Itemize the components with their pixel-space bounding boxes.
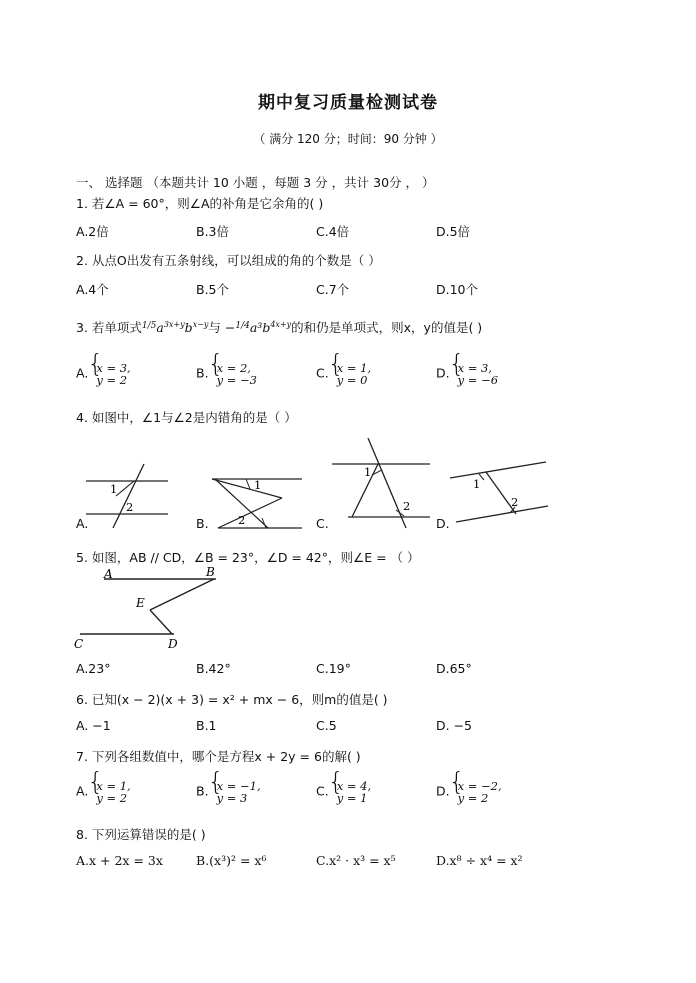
question-1-options [76,222,596,242]
q4-figure-b [210,470,310,530]
q7-b-eq2: y = 3 [216,791,248,805]
question-3-stem [76,318,482,336]
q7-c-eq2: y = 1 [336,791,368,805]
q4d-line-bottom [456,506,548,522]
q7-c-label: C. [316,783,329,799]
q3-option-a[interactable] [76,362,131,386]
q4a-transversal [113,464,144,528]
question-6-stem: 6. 已知(x − 2)(x + 3) = x² + mx − 6，则m的值是( ) [76,692,388,707]
q7-a-label: A. [76,783,89,799]
q2-option-b[interactable]: B.5个 [196,282,230,297]
q4-figure-c [330,438,430,530]
question-5-options [76,661,596,681]
q5-option-c[interactable]: C.19° [316,661,351,676]
q7-a-eq1: { x = 1, [96,779,131,793]
q3-a-system [88,362,130,386]
q7-a-eq2: y = 2 [96,791,128,805]
q7-option-b[interactable] [196,780,261,804]
q7-option-a[interactable] [76,780,131,804]
q4-figure-d [448,458,550,524]
q3-exponent-1: 3x+y [163,319,185,329]
q3-d-label: D. [436,365,450,381]
q4a-label-2: 2 [126,500,134,514]
q7-b-eq1: { x = −1, [216,779,261,793]
q3-b-eq1: { x = 2, [216,361,251,375]
q6-option-c[interactable]: C.5 [316,718,337,733]
q5-label-d: D [168,637,178,651]
q3-option-d[interactable] [436,362,498,386]
q7-d-system [450,780,502,804]
q4d-line-top [450,462,546,478]
q4-option-d[interactable]: D. [436,516,450,531]
q5-figure [72,562,222,654]
q4-option-c[interactable]: C. [316,516,329,531]
q4b-angle-mark-1 [246,479,250,489]
section-heading: 一、 选择题 （本题共计 10 小题 ，每题 3 分 ，共计 30分 ， ） [76,175,435,190]
q7-a-system [88,780,130,804]
q4-option-a[interactable]: A. [76,516,89,531]
question-1-stem: 1. 若∠A = 60°，则∠A的补角是它余角的( ) [76,196,324,211]
q4b-segment-2 [218,498,282,528]
q3-c-eq1: { x = 1, [336,361,372,375]
q3-a-eq1: { x = 3, [96,361,131,375]
q7-d-eq2: y = 2 [457,791,489,805]
q3-d-eq2: y = −6 [457,373,499,387]
q2-option-d[interactable]: D.10个 [436,282,479,297]
q4-option-b[interactable]: B. [196,516,209,531]
q8-option-d[interactable]: D.x⁸ ÷ x⁴ = x² [436,853,523,868]
q3-fraction-1: 1/5 [141,321,157,331]
q1-option-d[interactable]: D.5倍 [436,224,471,239]
q8-option-c[interactable]: C.x² · x³ = x⁵ [316,853,396,868]
question-7-stem: 7. 下列各组数值中，哪个是方程x + 2y = 6的解( ) [76,749,361,764]
q3-fraction-2: 1/4 [235,321,250,331]
q1-option-c[interactable]: C.4倍 [316,224,350,239]
q3-suffix: 的和仍是单项式，则x，y的值是( ) [291,320,483,335]
q3-exponent-2: x−y [192,319,209,329]
q8-option-a[interactable]: A.x + 2x = 3x [76,853,163,868]
q6-option-b[interactable]: B.1 [196,718,217,733]
q4c-transversal-1 [368,438,406,528]
q6-option-d[interactable]: D. −5 [436,718,472,733]
q5-label-b: B [206,565,215,579]
question-8-stem: 8. 下列运算错误的是( ) [76,827,206,842]
q3-option-b[interactable] [196,362,257,386]
q3-prefix: 3. 若单项式 [76,320,142,335]
q3-b-eq2: y = −3 [216,373,257,387]
q4a-angle-mark [116,481,134,496]
q7-c-system [329,780,371,804]
q2-option-c[interactable]: C.7个 [316,282,350,297]
question-7-options [76,780,596,808]
q5-label-a: A [104,567,113,581]
q3-mid: 与 − [208,320,236,335]
q7-b-system [209,780,261,804]
q7-c-eq1: { x = 4, [336,779,372,793]
q5-option-b[interactable]: B.42° [196,661,231,676]
q8-option-b[interactable]: B.(x³)² = x⁶ [196,853,267,868]
q5-label-e: E [136,596,145,610]
q6-option-a[interactable]: A. −1 [76,718,111,733]
q3-c-system [329,362,371,386]
q5-segment-be [150,579,214,610]
question-4-stem: 4. 如图中，∠1与∠2是内错角的是（ ） [76,410,297,425]
q5-label-c: C [74,637,84,651]
exam-info: （ 满分 120 分；时间：90 分钟 ） [253,132,443,146]
q5-option-d[interactable]: D.65° [436,661,472,676]
q3-d-eq1: { x = 3, [457,361,493,375]
q1-option-a[interactable]: A.2倍 [76,224,109,239]
q3-a-label: A. [76,365,89,381]
q4a-label-1: 1 [110,482,118,496]
q7-option-c[interactable] [316,780,371,804]
q4-figure-a [86,462,176,532]
q4b-label-2: 2 [238,513,246,527]
q7-d-label: D. [436,783,450,799]
q4c-label-2: 2 [403,499,411,513]
q3-a-eq2: y = 2 [96,373,128,387]
question-2-stem: 2. 从点O出发有五条射线，可以组成的角的个数是（ ） [76,253,381,268]
question-3-options [76,362,596,390]
q4d-label-1: 1 [473,477,481,491]
q3-c-eq2: y = 0 [336,373,368,387]
q1-option-b[interactable]: B.3倍 [196,224,230,239]
q3-option-c[interactable] [316,362,371,386]
q4c-label-1: 1 [364,465,372,479]
q3-term-a: a [156,320,164,335]
question-6-options [76,718,596,738]
q3-term-b: b [184,320,193,335]
question-2-options [76,280,596,300]
q3-c-label: C. [316,365,329,381]
q2-option-a[interactable]: A.4个 [76,282,109,297]
page-title: 期中复习质量检测试卷 [258,93,438,113]
q3-b-label: B. [196,365,209,381]
question-5-stem: 5. 如图，AB // CD，∠B = 23°，∠D = 42°，则∠E = （ ） [76,550,420,565]
q7-option-d[interactable] [436,780,502,804]
question-8-options [76,853,596,873]
q5-segment-ed [150,610,172,634]
q7-d-eq1: { x = −2, [457,779,502,793]
q3-d-system [450,362,498,386]
q3-term-2: a³b [249,320,271,335]
q3-b-system [209,362,257,386]
q5-option-a[interactable]: A.23° [76,661,111,676]
q3-exponent-3: 4x+y [270,319,292,329]
q4d-label-2: 2 [511,495,519,509]
q7-b-label: B. [196,783,209,799]
q4b-label-1: 1 [254,478,262,492]
